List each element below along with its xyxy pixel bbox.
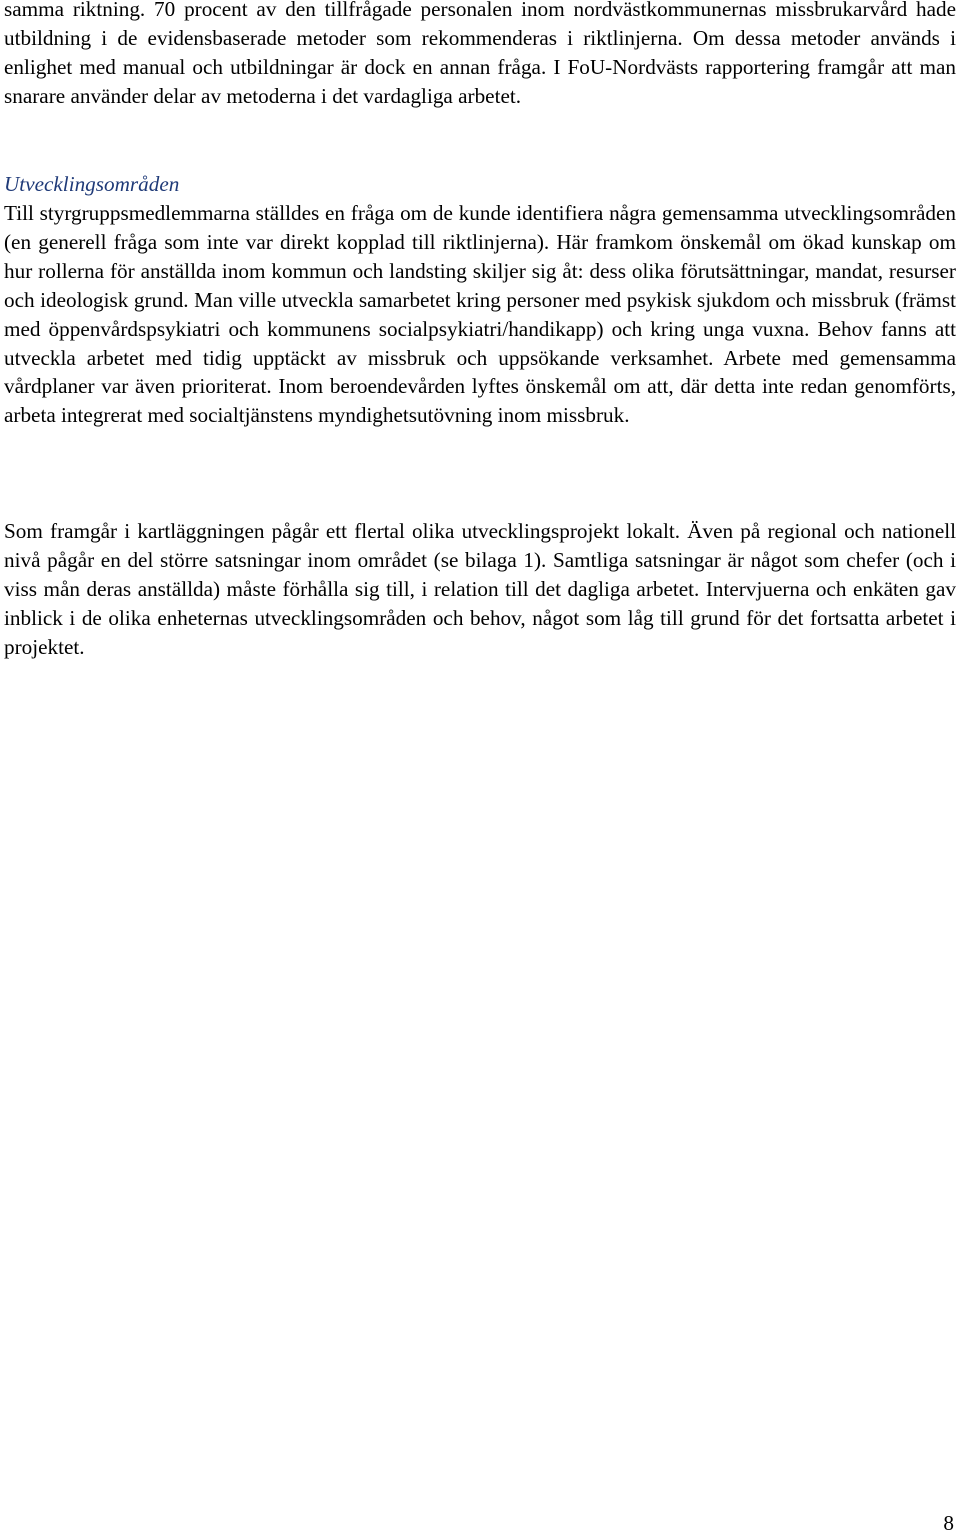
paragraph-development-areas: Till styrgruppsmedlemmarna ställdes en fråga om de kunde identifiera några gemensamma utvecklingsområden (en generell fråga som inte var direkt kopplad till riktlinjerna). Här framkom önskemål om ökad kunskap om hur rollerna för anställda inom kommun och landsting skiljer sig åt: dess olika förutsättningar, mandat, resurser och ideologisk grund. Man ville utveckla samarbetet kring personer med psykisk sjukdom och missbruk (främst med öppenvårdspsykiatri och kommunens socialpsykiatri/handikapp) och kring unga vuxna. Behov fanns att utveckla arbetet med tidig upptäckt av missbruk och uppsökande verksamhet. Arbete med gemensamma vårdplaner var även prioriterat. Inom beroendevården lyftes önskemål om att, där detta inte redan genomförts, arbeta integrerat med socialtjänstens myndighetsutövning inom missbruk. [4, 201, 956, 428]
paragraph-projects: Som framgår i kartläggningen pågår ett flertal olika utvecklingsprojekt lokalt. Även på regional och nationell nivå pågår en del större satsningar inom området (se bilaga 1). Samtliga satsningar är något som chefer (och i viss mån deras anställda) måste förhålla sig till, i relation till det dagliga arbetet. Intervjuerna och enkäten gav inblick i de olika enheternas utvecklingsområden och behov, något som låg till grund för det fortsatta arbetet i projektet. [4, 519, 956, 659]
section-heading: Utvecklingsområden [4, 172, 180, 196]
page-number: 8 [943, 1511, 954, 1535]
paragraph-intro: samma riktning. 70 procent av den tillfrågade personalen inom nordvästkommunernas missbrukarvård hade utbildning i de evidensbaserade metoder som rekommenderas i riktlinjerna. Om dessa metoder används i enlighet med manual och utbildningar är dock en annan fråga. I FoU-Nordvästs rapportering framgår att man snarare använder delar av metoderna i det vardagliga arbetet. [4, 0, 956, 108]
